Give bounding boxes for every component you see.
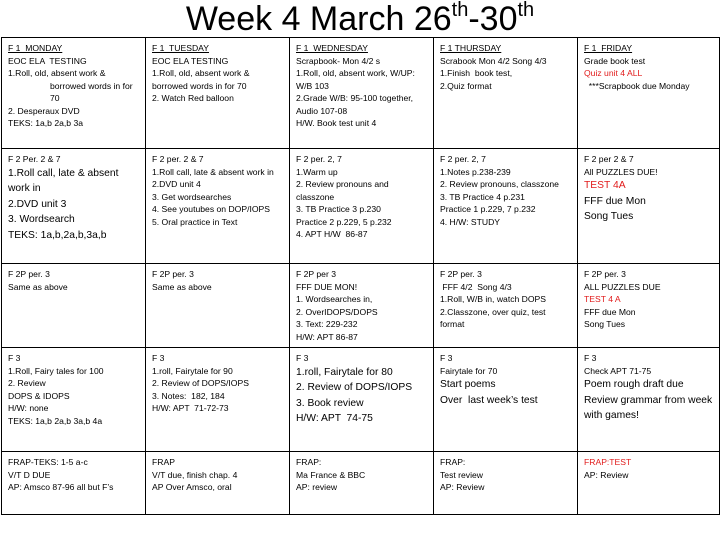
cell-line: Check APT 71-75 xyxy=(584,365,652,376)
cell-line: FRAP:TEST xyxy=(584,457,632,467)
cell-line: F 3 xyxy=(296,353,309,363)
cell-line: F 3 xyxy=(8,353,21,363)
cell-line: 1.Warm up xyxy=(296,166,338,177)
cell-thursday xyxy=(434,452,578,515)
cell-thursday xyxy=(434,149,578,264)
cell-line: 1.Roll, old, absent work & xyxy=(152,68,250,78)
cell-line: FRAP-TEKS: 1-5 a-c xyxy=(8,457,88,467)
cell-line: F 2 Per. 2 & 7 xyxy=(8,154,61,164)
cell-line: borrowed words in for 70 xyxy=(152,80,247,91)
cell-line: Review grammar from week xyxy=(584,394,713,406)
cell-line: work in xyxy=(8,183,41,194)
cell-tuesday xyxy=(146,264,290,348)
cell-line: 1.Roll, old, absent work & xyxy=(8,68,106,78)
cell-line: TEST 4A xyxy=(584,180,626,191)
cell-wednesday xyxy=(290,38,434,149)
cell-line: 3. Get wordsearches xyxy=(152,191,232,202)
cell-line: 2. Desperaux DVD xyxy=(8,105,80,116)
cell-line: V/T D DUE xyxy=(8,469,51,480)
cell-line: H/W: APT 71-72-73 xyxy=(152,403,229,413)
row-f1 xyxy=(2,38,720,149)
cell-line: 2.Grade W/B: 95-100 together, xyxy=(296,93,414,103)
cell-line: Same as above xyxy=(152,281,212,292)
cell-line: Song Tues xyxy=(584,319,626,329)
cell-line: 1.Roll call, late & absent work in xyxy=(152,166,274,177)
row-frap xyxy=(2,452,720,515)
cell-line: 2.Quiz format xyxy=(440,80,492,91)
cell-line: V/T due, finish chap. 4 xyxy=(152,469,238,480)
cell-line: H/W: none xyxy=(8,403,49,413)
cell-line: Audio 107-08 xyxy=(296,105,348,116)
cell-wednesday xyxy=(290,348,434,452)
schedule-table xyxy=(1,37,720,515)
cell-line: F 2 per. 2, 7 xyxy=(440,154,486,164)
cell-line: TEKS: 1a,b 2a,b 3a,b 4a xyxy=(8,415,103,426)
cell-line: H/W: APT 74-75 xyxy=(296,413,373,424)
cell-line: 2. Watch Red balloon xyxy=(152,93,234,103)
cell-line: H/W: APT 86-87 xyxy=(296,331,358,342)
cell-line: EOC ELA TESTING xyxy=(8,55,87,66)
cell-line: F 2 per 2 & 7 xyxy=(584,154,634,164)
cell-line: Grade book test xyxy=(584,55,646,66)
cell-line: F 3 xyxy=(440,353,453,363)
cell-line: borrowed words in for xyxy=(50,80,133,91)
cell-line: F 2P per. 3 xyxy=(440,269,482,279)
cell-wednesday xyxy=(290,149,434,264)
cell-line: Quiz unit 4 ALL xyxy=(584,68,643,78)
cell-line: TEKS: 1a,b 2a,b 3a xyxy=(8,118,84,128)
day-heading: F 1 TUESDAY xyxy=(152,43,209,53)
cell-tuesday xyxy=(146,348,290,452)
title-main: Week 4 March 26 xyxy=(185,0,452,38)
cell-thursday xyxy=(434,264,578,348)
cell-line: FRAP: xyxy=(440,457,466,467)
cell-friday xyxy=(578,348,720,452)
cell-line: format xyxy=(440,319,465,329)
row-f2 xyxy=(2,149,720,264)
cell-line: with games! xyxy=(584,410,639,421)
cell-line: Ma France & BBC xyxy=(296,469,366,480)
cell-line: 3. Book review xyxy=(296,397,364,409)
cell-friday xyxy=(578,38,720,149)
cell-line: F 2P per. 3 xyxy=(152,269,194,279)
cell-line: 2.DVD unit 4 xyxy=(152,179,201,189)
cell-monday xyxy=(2,149,146,264)
cell-line: 2. Review xyxy=(8,378,46,388)
cell-line: AP: Review xyxy=(440,482,485,492)
cell-thursday xyxy=(434,38,578,149)
cell-line: AP: Review xyxy=(584,469,629,480)
cell-line: FRAP: xyxy=(296,457,322,467)
cell-line: 2. Review of DOPS/IOPS xyxy=(152,378,249,388)
title-mid: -30 xyxy=(468,0,518,38)
cell-line: ALL PUZZLES DUE xyxy=(584,281,661,292)
cell-line: F 2P per. 3 xyxy=(8,269,50,279)
cell-line: F 3 xyxy=(152,353,165,363)
cell-line: 3. Wordsearch xyxy=(8,214,75,225)
day-heading: F 1 THURSDAY xyxy=(440,43,502,53)
cell-line: FFF DUE MON! xyxy=(296,281,358,292)
cell-line: 2.DVD unit 3 xyxy=(8,198,67,210)
title-sup-1: th xyxy=(451,0,469,21)
cell-wednesday xyxy=(290,452,434,515)
cell-line: W/B 103 xyxy=(296,80,329,91)
cell-line: AP: review xyxy=(296,482,338,492)
day-heading: F 1 WEDNESDAY xyxy=(296,43,368,53)
cell-line: Song Tues xyxy=(584,211,634,222)
cell-line: Test review xyxy=(440,469,483,480)
page-title xyxy=(0,0,720,38)
cell-line: FFF 4/2 Song 4/3 xyxy=(440,281,512,292)
cell-line: Poem rough draft due xyxy=(584,379,684,390)
cell-line: Practice 1 p.229, 7 p.232 xyxy=(440,204,536,214)
cell-line: FRAP xyxy=(152,457,175,467)
cell-line: F 2 per. 2, 7 xyxy=(296,154,342,164)
cell-line: Scrabook Mon 4/2 Song 4/3 xyxy=(440,55,547,66)
cell-line: FFF due Mon xyxy=(584,306,636,317)
cell-line: 2. OverIDOPS/DOPS xyxy=(296,306,378,317)
cell-line: Start poems xyxy=(440,379,496,390)
cell-line: 1.Roll call, late & absent xyxy=(8,167,119,179)
cell-friday xyxy=(578,452,720,515)
day-heading: F 1 MONDAY xyxy=(8,43,63,53)
cell-line: 3. TB Practice 4 p.231 xyxy=(440,191,525,202)
cell-line: 4. H/W: STUDY xyxy=(440,216,501,227)
cell-monday xyxy=(2,348,146,452)
cell-thursday xyxy=(434,348,578,452)
cell-line: F 2P per. 3 xyxy=(584,269,626,279)
cell-line: 2.Classzone, over quiz, test xyxy=(440,306,546,317)
cell-line: Scrapbook- Mon 4/2 s xyxy=(296,55,381,66)
cell-line: FFF due Mon xyxy=(584,195,646,207)
cell-line: F 3 xyxy=(584,353,597,363)
cell-line: 1.roll, Fairytale for 90 xyxy=(152,365,233,376)
cell-tuesday xyxy=(146,452,290,515)
cell-line: TEKS: 1a,b,2a,b,3a,b xyxy=(8,229,107,241)
cell-line: DOPS & IDOPS xyxy=(8,390,70,401)
cell-line: All PUZZLES DUE! xyxy=(584,166,658,177)
cell-line: 2. Review pronouns and xyxy=(296,179,389,189)
cell-monday xyxy=(2,452,146,515)
row-f2p xyxy=(2,264,720,348)
cell-wednesday xyxy=(290,264,434,348)
cell-line: 2. Review pronouns, classzone xyxy=(440,179,559,189)
cell-line: AP Over Amsco, oral xyxy=(152,482,232,492)
cell-line: 3. TB Practice 3 p.230 xyxy=(296,204,381,214)
cell-line: 70 xyxy=(50,93,60,103)
title-sup-2: th xyxy=(517,0,535,21)
cell-line: Over last week’s test xyxy=(440,394,538,406)
day-heading: F 1 FRIDAY xyxy=(584,43,633,53)
cell-line: TEST 4 A xyxy=(584,294,621,304)
cell-line: ***Scrapbook due Monday xyxy=(584,80,690,91)
cell-line: 1.roll, Fairytale for 80 xyxy=(296,366,393,378)
cell-line: 4. See youtubes on DOP/IOPS xyxy=(152,204,270,214)
cell-line: 1. Wordsearches in, xyxy=(296,294,373,304)
cell-line: 5. Oral practice in Text xyxy=(152,216,238,227)
cell-line: EOC ELA TESTING xyxy=(152,55,229,66)
cell-monday xyxy=(2,264,146,348)
cell-line: 3. Notes: 182, 184 xyxy=(152,390,225,401)
cell-line: 2. Review of DOPS/IOPS xyxy=(296,382,413,393)
cell-line: F 2P per 3 xyxy=(296,269,336,279)
cell-line: Practice 2 p.229, 5 p.232 xyxy=(296,216,392,227)
schedule-body xyxy=(2,38,720,515)
cell-line: 1.Finish book test, xyxy=(440,68,513,78)
cell-line: 1.Notes p.238-239 xyxy=(440,166,511,177)
cell-monday xyxy=(2,38,146,149)
cell-friday xyxy=(578,149,720,264)
cell-line: 1.Roll, W/B in, watch DOPS xyxy=(440,294,547,304)
row-f3 xyxy=(2,348,720,452)
cell-tuesday xyxy=(146,38,290,149)
cell-line: Fairytale for 70 xyxy=(440,365,498,376)
cell-line: AP: Amsco 87-96 all but F’s xyxy=(8,482,114,492)
cell-line: 4. APT H/W 86-87 xyxy=(296,229,368,239)
cell-line: 1.Roll, old, absent work, W/UP: xyxy=(296,68,415,78)
cell-line: H/W. Book test unit 4 xyxy=(296,118,377,128)
cell-friday xyxy=(578,264,720,348)
cell-line: 1.Roll, Fairy tales for 100 xyxy=(8,365,104,376)
cell-line: 3. Text: 229-232 xyxy=(296,319,358,329)
cell-line: Same as above xyxy=(8,281,68,292)
cell-tuesday xyxy=(146,149,290,264)
cell-line: classzone xyxy=(296,191,335,202)
cell-line: F 2 per. 2 & 7 xyxy=(152,154,204,164)
